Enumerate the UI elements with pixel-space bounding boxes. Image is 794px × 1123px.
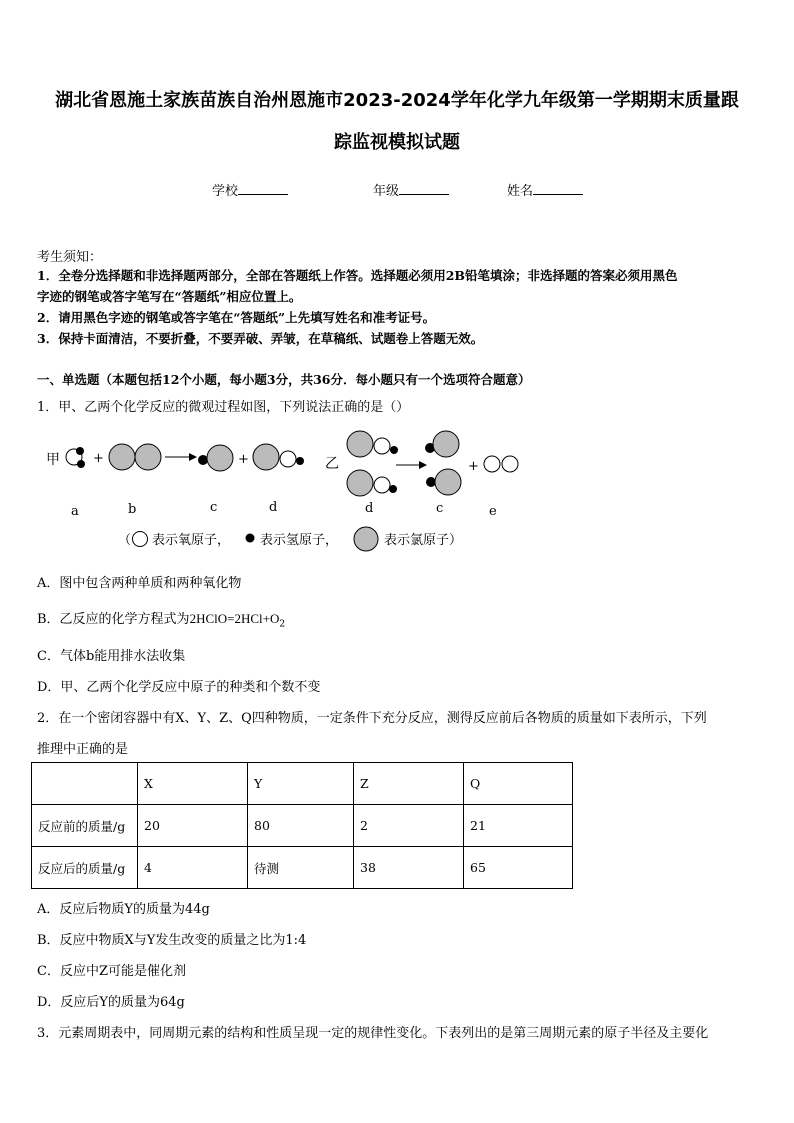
table-row-label: 反应后的质量/g [32,847,138,889]
label-c-jia: c [210,500,218,515]
q2-stem-line1: 2．在一个密闭容器中有X、Y、Z、Q四种物质，一定条件下充分反应，测得反应前后各物质的质量如下表所示，下列 [37,711,707,726]
yi-label: 乙 [325,456,339,472]
molecule-c-jia [198,445,233,471]
molecule-e [484,456,518,472]
label-e: e [489,504,497,519]
label-b: b [128,502,137,517]
molecule-c-yi-1 [425,431,459,457]
school-blank[interactable] [238,182,288,195]
name-blank[interactable] [533,182,583,195]
page-title-line1: 湖北省恩施土家族苗族自治州恩施市2023-2024学年化学九年级第一学期期末质量跟 [55,90,739,111]
table-header-z: Z [354,763,464,805]
grade-field[interactable] [373,180,449,199]
table-cell: 80 [248,805,354,847]
table-cell [32,763,138,805]
q1-option-b-text: B．乙反应的化学方程式为 [37,612,190,627]
q2-option-a: A．反应后物质Y的质量为44g [37,902,210,917]
table-row [32,805,573,847]
q1-option-b [37,608,285,630]
molecule-d-yi-2 [347,470,397,496]
legend-open: （ [118,533,132,548]
q1-stem: 1．甲、乙两个化学反应的微观过程如图，下列说法正确的是（） [37,400,410,415]
q2-option-c: C．反应中Z可能是催化剂 [37,964,186,979]
jia-label: 甲 [46,452,60,468]
q1-option-c: C．气体b能用排水法收集 [37,649,186,664]
section-heading: 一、单选题（本题包括12个小题，每小题3分，共36分．每小题只有一个选项符合题意） [37,372,531,387]
q3-stem: 3．元素周期表中，同周期元素的结构和性质呈现一定的规律性变化。下表列出的是第三周期元素的原子半径及主要化 [37,1026,709,1041]
plus-3: + [468,459,479,474]
grade-label: 年级 [373,184,400,199]
q2-stem-line2: 推理中正确的是 [37,742,129,757]
table-cell: 2 [354,805,464,847]
legend-oxygen: 表示氧原子， [152,533,231,548]
name-field[interactable] [507,180,583,199]
table-header-x: X [138,763,248,805]
table-cell: 待测 [248,847,354,889]
table-header-row [32,763,573,805]
label-a: a [71,504,79,519]
table-cell: 65 [464,847,573,889]
q1-option-a: A．图中包含两种单质和两种氧化物 [37,576,242,591]
q1-reaction-diagram [0,420,794,555]
legend-chlorine-icon [354,527,378,551]
q2-mass-table [31,762,573,889]
molecule-b [109,444,161,470]
legend-chlorine: 表示氯原子） [384,533,463,548]
molecule-a [66,447,85,468]
table-header-q: Q [464,763,573,805]
name-label: 姓名 [507,184,534,199]
notice-item-2: 2．请用黑色字迹的钢笔或答字笔在“答题纸”上先填写姓名和准考证号。 [37,310,436,325]
label-d-yi: d [365,501,374,516]
q1-option-b-subscript: 2 [279,619,286,630]
label-d-jia: d [269,500,278,515]
q1-option-d: D．甲、乙两个化学反应中原子的种类和个数不变 [37,680,321,695]
notice-heading: 考生须知： [37,250,103,265]
table-row-label: 反应前的质量/g [32,805,138,847]
molecule-d-yi-1 [347,431,398,457]
plus-2: + [238,452,249,467]
molecule-c-yi-2 [426,469,461,495]
q2-option-d: D．反应后Y的质量为64g [37,995,185,1010]
notice-item-1b: 字迹的钢笔或答字笔写在“答题纸”相应位置上。 [37,289,302,304]
table-cell: 20 [138,805,248,847]
school-label: 学校 [212,184,239,199]
label-c-yi: c [436,501,444,516]
table-cell: 21 [464,805,573,847]
page-title-line2: 踪监视模拟试题 [334,132,460,153]
table-cell: 38 [354,847,464,889]
q1-option-b-equation: 2HClO=2HCl+O [189,611,280,626]
table-row [32,847,573,889]
school-field[interactable] [212,180,288,199]
notice-item-1a: 1．全卷分选择题和非选择题两部分，全部在答题纸上作答。选择题必须用2B铅笔填涂；非选择题的答案必须用黑色 [37,268,678,283]
legend-hydrogen-icon [246,534,255,543]
plus-1: + [93,451,104,466]
legend-hydrogen: 表示氢原子， [260,533,339,548]
q2-option-b: B．反应中物质X与Y发生改变的质量之比为1:4 [37,933,307,948]
table-cell: 4 [138,847,248,889]
notice-item-3: 3．保持卡面清洁，不要折叠，不要弄破、弄皱，在草稿纸、试题卷上答题无效。 [37,331,484,346]
molecule-d-jia [253,444,304,470]
grade-blank[interactable] [399,182,449,195]
table-header-y: Y [248,763,354,805]
legend-oxygen-icon [133,532,148,547]
